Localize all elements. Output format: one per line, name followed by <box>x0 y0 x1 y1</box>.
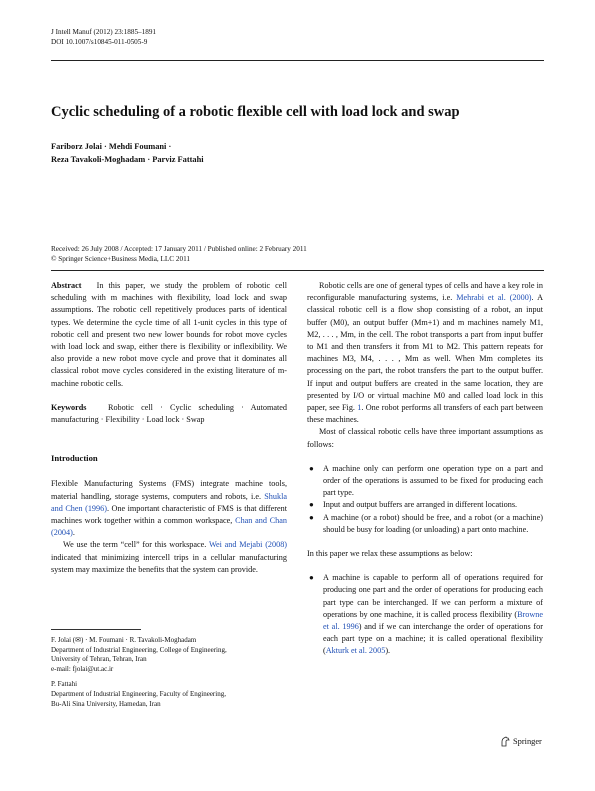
intro-p1-text-c: . <box>72 528 75 538</box>
citation-chan-chan-year[interactable]: (2004) <box>51 528 73 538</box>
right-p1-text-b: . A classical robotic cell is a flow shop consisting of a robot, an input buffer (M0), an output buffer (Mm+1) and m machines namely M1, M2, . . . , Mm, in the cell. The robot transports a part from input buffer to M1 and then transfers it from M1 to M2. This pattern repeats for machines M3, M4, . . . , Mm as well. When Mm completes its processing on the part, the robot transfers the part to the output buffer. If input and output buffers are created in the same location, they are presented by I/O or virtual machine M0 and called load lock in this paper, see Fig. <box>307 293 543 413</box>
copyright-notice: © Springer Science+Business Media, LLC 2011 <box>51 255 191 263</box>
relaxation-list <box>307 572 543 657</box>
right-paragraph-2: Most of classical robotic cells have three important assumptions as follows: <box>307 427 543 449</box>
springer-wordmark: Springer <box>513 737 542 746</box>
author-line-1: Fariborz Jolai · Mehdi Foumani · <box>51 142 172 151</box>
received-accepted-dates: Received: 26 July 2008 / Accepted: 17 January 2011 / Published online: 2 February 2011 <box>51 245 307 253</box>
abstract-text: In this paper, we study the problem of robotic cell scheduling with m machines with flexibility, load lock and swap assumptions. The robotic cell repetitively produces parts of identical types. We determine the cycle time of all 1-unit cycles in this type of robotic cell and present two new lower bounds for robot move cycles with load lock and swap, either there is flexibility or inflexibility. We also provide a new robot move cycle and prove that it dominates all classical robot move cycles considered in the existing literature of m-machine robotic cells. <box>51 281 287 388</box>
citation-mehrabi[interactable]: Mehrabi et al. <box>456 293 506 303</box>
affil-1-univ: University of Tehran, Tehran, Iran <box>51 655 147 664</box>
citation-wei-mejabi[interactable]: Wei and Mejabi <box>208 540 263 550</box>
intro-p1-text-a: Flexible Manufacturing Systems (FMS) integrate machine tools, material handling, storage systems, computers and robots, i.e. <box>51 479 287 501</box>
abstract-rule <box>51 270 544 271</box>
list-item <box>307 572 543 657</box>
doi-link[interactable]: DOI 10.1007/s10845-011-0505-9 <box>51 38 148 46</box>
affiliations <box>51 636 287 709</box>
journal-header <box>51 27 156 47</box>
journal-citation: J Intell Manuf (2012) 23:1885–1891 <box>51 28 157 36</box>
list-item-text: Input and output buffers are arranged in different locations. <box>323 500 518 510</box>
header-rule <box>51 60 544 61</box>
citation-browne[interactable]: Browne et al. 1996 <box>323 609 543 632</box>
right-column <box>307 280 543 658</box>
list-item <box>307 463 543 500</box>
list-item <box>307 512 543 536</box>
springer-horse-icon <box>500 736 510 747</box>
citation-chan-chan[interactable]: Chan and Chan <box>235 516 287 526</box>
keywords-text: Robotic cell · Cyclic scheduling · Automated manufacturing · Flexibility · Load lock · Swap <box>51 402 287 425</box>
bullet-icon: ● <box>309 573 314 583</box>
intro-p2-text-b: indicated that minimizing intercell trips in a cellular manufacturing system may maximize the benefits that the system can provide. <box>51 552 287 574</box>
list-item-text-a: A machine is capable to perform all of operations required for producing one part and the order of operations for producing each part type can be interchanged. If we can perform a mixture of operations by one machine, it is called process flexibility ( <box>323 573 543 619</box>
list-item-text: A machine only can perform one operation type on a part and order of the operations is assumed to be fixed for producing each part type. <box>323 463 543 498</box>
publication-dates <box>51 244 307 264</box>
affil-1-dept: Department of Industrial Engineering, College of Engineering, <box>51 645 227 654</box>
abstract <box>51 280 287 390</box>
assumption-list <box>307 463 543 536</box>
keywords-label: Keywords <box>51 402 87 412</box>
affil-2-univ: Bu-Ali Sina University, Hamedan, Iran <box>51 699 161 708</box>
author-line-2: Reza Tavakoli-Moghadam · Parviz Fattahi <box>51 155 204 164</box>
citation-shukla-chen-year[interactable]: (1996) <box>85 503 107 513</box>
keywords <box>51 402 287 426</box>
right-paragraph-3: In this paper we relax these assumptions as below: <box>307 549 473 559</box>
left-column <box>51 280 287 576</box>
intro-p1-text-b: . One important characteristic of FMS is that different machines work together within a common workspace, <box>51 503 288 526</box>
bullet-icon: ● <box>309 512 314 522</box>
intro-p2-text-a: We use the term “cell” for this workspace. <box>63 540 209 550</box>
bullet-icon: ● <box>309 500 314 510</box>
paper-title: Cyclic scheduling of a robotic flexible cell with load lock and swap <box>51 104 460 120</box>
bullet-icon: ● <box>309 463 314 473</box>
affiliation-rule <box>51 629 141 630</box>
intro-paragraph-2 <box>51 539 287 576</box>
figure-1-reference[interactable]: 1 <box>357 403 362 413</box>
citation-mehrabi-year[interactable]: (2000) <box>509 293 532 303</box>
right-p1-text-a: Robotic cells are one of general types of cells and have a key role in reconfigurable manufacturing systems, i.e. <box>307 281 543 303</box>
list-item-text-b: ) and if we can interchange the order of operations for each part type on a machine; it is called operational flexibility ( <box>323 622 543 656</box>
intro-paragraph-1 <box>51 478 287 539</box>
list-item-text: A machine (or a robot) should be free, and a robot (or a machine) should be busy for loading (or unloading) a part onto machine. <box>323 512 543 534</box>
list-item-text-c: ). <box>385 646 391 656</box>
affil-1-authors: F. Jolai (✉) · M. Foumani · R. Tavakoli-Moghadam <box>51 636 197 644</box>
introduction-heading: Introduction <box>51 453 98 464</box>
citation-akturk[interactable]: Akturk et al. 2005 <box>325 646 386 656</box>
abstract-label: Abstract <box>51 281 82 290</box>
citation-shukla-chen[interactable]: Shukla and Chen <box>51 491 287 513</box>
list-item <box>307 499 543 511</box>
right-paragraph-1 <box>307 280 543 426</box>
affil-2-dept: Department of Industrial Engineering, Faculty of Engineering, <box>51 689 226 698</box>
right-p1-text-c: . One robot performs all transfers of each part between these machines. <box>307 403 543 425</box>
publisher-footer <box>500 736 542 747</box>
citation-wei-mejabi-year[interactable]: (2008) <box>265 540 288 550</box>
affil-1-email[interactable]: e-mail: fjolai@ut.ac.ir <box>51 664 114 673</box>
affil-2-author: P. Fattahi <box>51 680 78 689</box>
author-list <box>51 140 204 166</box>
